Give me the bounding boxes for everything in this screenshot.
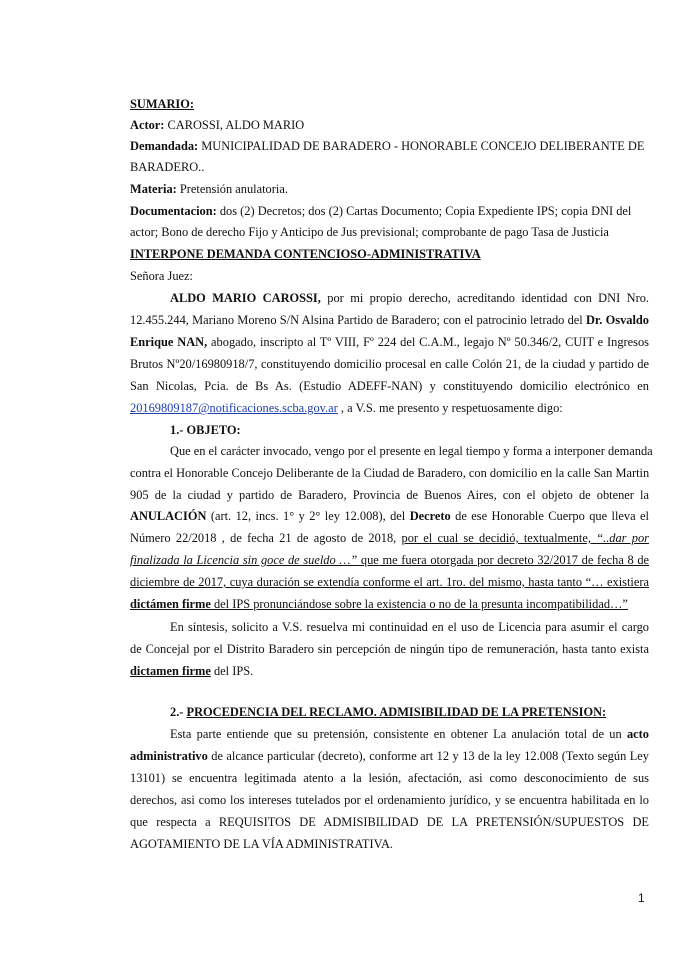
page-number: 1 — [638, 891, 645, 905]
quote-text: “..dar por — [596, 531, 649, 545]
section1-p2-line-1: En síntesis, solicito a V.S. resuelva mi continuidad en el uso de Licencia para asumir el cargo — [170, 620, 649, 634]
section1-text: (art. 12, incs. 1° y 2° ley 12.008), del — [206, 509, 410, 523]
decreto-term: Decreto — [409, 509, 451, 523]
document-title: INTERPONE DEMANDA CONTENCIOSO-ADMINISTRATIVA — [130, 247, 481, 261]
section1-line-5 — [130, 530, 649, 546]
section1-line-4 — [130, 508, 649, 524]
demandada-label: Demandada: — [130, 139, 199, 153]
section2-text: de alcance particular (decreto), conforme art 12 y 13 de la ley 12.008 (Texto según Ley — [207, 749, 649, 763]
demandada-line-2: BARADERO.. — [130, 160, 205, 174]
dictamen-term: dictamen firme — [130, 664, 211, 678]
section2-text: Esta parte entiende que su pretensión, consistente en obtener La anulación total de un — [170, 727, 627, 741]
section1-p2-line-2: de Concejal por el Distrito Baradero sin percepción de ningún tipo de remuneración, hasta tanto exista — [130, 642, 649, 656]
intro-line-6 — [130, 400, 649, 416]
intro-line-4: Brutos Nº20/16980918/7, constituyendo domicilio procesal en calle Colón 21, de la ciudad y partido de — [130, 357, 649, 371]
intro-line-1 — [170, 290, 649, 306]
electronic-domicile-link[interactable]: 20169809187@notificaciones.scba.gov.ar — [130, 401, 338, 415]
salutation: Señora Juez: — [130, 269, 193, 283]
documentacion-line-2: actor; Bono de derecho Fijo y Anticipo de Jus previsional; comprobante de pago Tasa de Justicia — [130, 225, 609, 239]
demandada-value: MUNICIPALIDAD DE BARADERO - HONORABLE CONCEJO DELIBERANTE DE — [198, 139, 645, 153]
lawyer-name: Dr. Osvaldo — [585, 313, 650, 327]
intro-text: , a V.S. me presento y respetuosamente digo: — [337, 401, 563, 415]
documentacion-value: dos (2) Decretos; dos (2) Cartas Documento; Copia Expediente IPS; copia DNI del — [216, 204, 632, 218]
documentacion-label: Documentacion: — [130, 204, 217, 218]
section2-number: 2.- — [170, 705, 187, 719]
quote-continuation: del IPS pronunciándose sobre la existencia o no de la presunta incompatibilidad…” — [210, 597, 628, 611]
section1-line-3: 905 de la ciudad y partido de Baradero, Provincia de Buenos Aires, con el objeto de obtener la — [130, 488, 649, 502]
intro-line-3 — [130, 334, 649, 350]
quote-text: finalizada la Licencia sin goce de sueldo …” — [130, 553, 358, 567]
demandada-line — [130, 138, 649, 154]
section2-line-5: que respecta a REQUISITOS DE ADMISIBILIDAD DE LA PRETENSIÓN/SUPUESTOS DE — [130, 815, 649, 829]
materia-line — [130, 181, 649, 197]
acto-term: acto — [626, 727, 649, 741]
sumario-title: SUMARIO: — [130, 97, 195, 111]
materia-value: Pretensión anulatoria. — [176, 182, 288, 196]
materia-label: Materia: — [130, 182, 177, 196]
section1-line-1: Que en el carácter invocado, vengo por el presente en legal tiempo y forma a interponer demanda — [170, 444, 653, 458]
anulacion-term: ANULACIÓN — [130, 509, 207, 523]
administrativo-term: administrativo — [130, 749, 208, 763]
documentacion-line — [130, 203, 649, 219]
section2-line-1 — [170, 726, 649, 742]
section1-text: de ese Honorable Cuerpo que lleva el — [450, 509, 649, 523]
actor-name: ALDO MARIO CAROSSI, — [170, 291, 321, 305]
section2-line-4: derechos, asi como los intereses tutelados por el ordenamiento jurídico, y se encuentra habilitada en lo — [130, 793, 649, 807]
section1-p2-line-3 — [130, 663, 649, 679]
intro-text: abogado, inscripto al Tº VIII, Fº 224 del C.A.M., legajo Nº 50.346/2, CUIT e Ingresos — [207, 335, 649, 349]
section1-line-7: diciembre de 2017, cuya duración se extendía conforme el art. 1ro. del mismo, hasta tanto “… existiera — [130, 575, 649, 589]
section2-line-3: 13101) se encuentra legitimada atento a la lesión, afectación, asi como desconocimiento de sus — [130, 771, 649, 785]
dictamen-term: dictámen firme — [130, 597, 211, 611]
section1-text: Número 22/2018 , de fecha 21 de agosto de 2018, — [130, 531, 402, 545]
section1-heading: 1.- OBJETO: — [170, 423, 241, 437]
actor-value: CAROSSI, ALDO MARIO — [164, 118, 305, 132]
section2-title: PROCEDENCIA DEL RECLAMO. ADMISIBILIDAD DE LA PRETENSION: — [186, 705, 607, 719]
intro-line-5: San Nicolas, Pcia. de Bs As. (Estudio ADEFF-NAN) y constituyendo domicilio electrónico en — [130, 379, 649, 393]
section2-line-6: AGOTAMIENTO DE LA VÍA ADMINISTRATIVA. — [130, 837, 393, 851]
section1-text: del IPS. — [210, 664, 254, 678]
lawyer-name: Enrique NAN, — [130, 335, 208, 349]
actor-label: Actor: — [130, 118, 165, 132]
section2-heading — [170, 704, 679, 720]
section1-line-2: contra el Honorable Concejo Deliberante de la Ciudad de Baradero, con domicilio en la calle San Martin — [130, 466, 650, 480]
intro-text: por mi propio derecho, acreditando identidad con DNI Nro. — [320, 291, 649, 305]
section1-line-6 — [130, 552, 649, 568]
quote-continuation: que me fuera otorgada por decreto 32/2017 de fecha 8 de — [357, 553, 650, 567]
intro-text: 12.455.244, Mariano Moreno S/N Alsina Partido de Baradero; con el patrocinio letrado del — [130, 313, 586, 327]
sumario-heading — [130, 96, 649, 112]
actor-line — [130, 117, 649, 133]
section2-line-2 — [130, 748, 649, 764]
section1-line-8 — [130, 596, 649, 612]
quote-intro: por el cual se decidió, textualmente, — [401, 531, 597, 545]
intro-line-2 — [130, 312, 649, 328]
